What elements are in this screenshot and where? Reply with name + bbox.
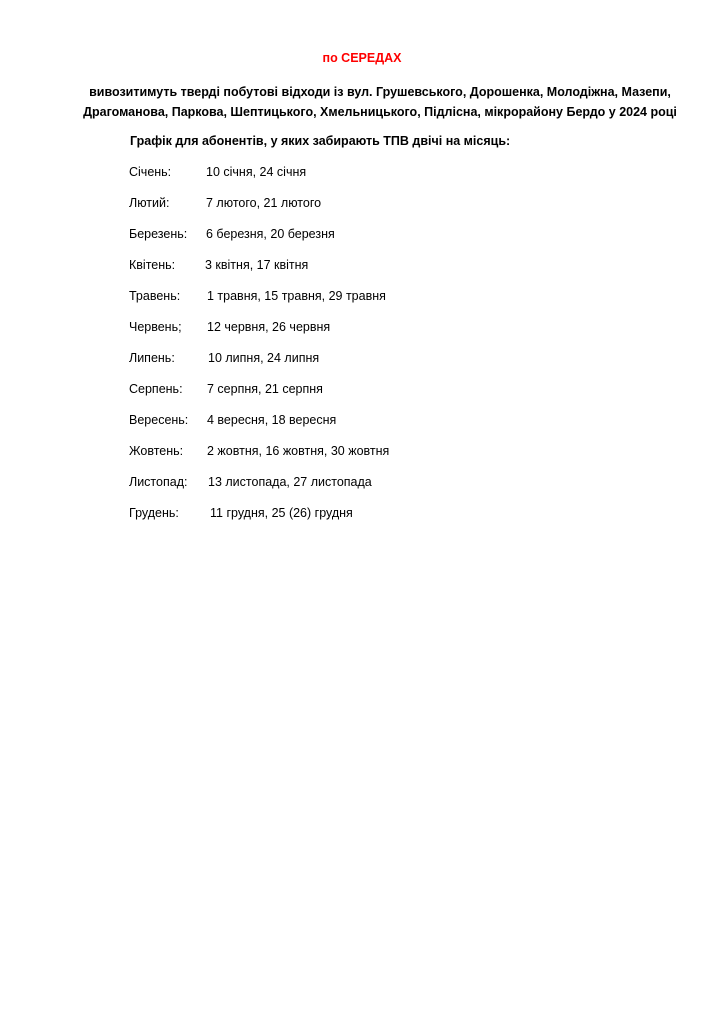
intro-line-1: вивозитимуть тверді побутові відходи із вул. Грушевського, Дорошенка, Молодіжна, Мазепи, xyxy=(89,85,671,99)
schedule-row-october xyxy=(129,443,529,474)
month-label: Грудень: xyxy=(129,506,179,520)
month-dates: 1 травня, 15 травня, 29 травня xyxy=(207,289,386,303)
month-dates: 6 березня, 20 березня xyxy=(206,227,335,241)
schedule-subtitle: Графік для абонентів, у яких забирають ТПВ двічі на місяць: xyxy=(130,134,511,148)
schedule-row-november xyxy=(129,474,529,505)
month-label: Січень: xyxy=(129,165,172,179)
month-dates: 10 липня, 24 липня xyxy=(208,351,320,365)
month-label: Червень; xyxy=(129,320,182,334)
schedule-row-december xyxy=(129,505,529,536)
month-label: Лютий: xyxy=(129,196,170,210)
schedule-row-april xyxy=(129,257,529,288)
month-dates: 10 січня, 24 січня xyxy=(206,165,307,179)
schedule-row-september xyxy=(129,412,529,443)
schedule-list xyxy=(129,164,529,536)
intro-line-2: Драгоманова, Паркова, Шептицького, Хмельницького, Підлісна, мікрорайону Бердо у 2024 році xyxy=(83,105,677,119)
month-dates: 3 квітня, 17 квітня xyxy=(205,258,309,272)
month-dates: 13 листопада, 27 листопада xyxy=(208,475,372,489)
month-label: Березень: xyxy=(129,227,188,241)
month-label: Жовтень: xyxy=(129,444,184,458)
page-title: по СЕРЕДАХ xyxy=(322,51,402,65)
schedule-row-march xyxy=(129,226,529,257)
month-dates: 7 лютого, 21 лютого xyxy=(206,196,322,210)
schedule-row-august xyxy=(129,381,529,412)
month-label: Листопад: xyxy=(129,475,188,489)
month-label: Квітень: xyxy=(129,258,176,272)
month-label: Травень: xyxy=(129,289,181,303)
month-dates: 12 червня, 26 червня xyxy=(207,320,331,334)
schedule-row-july xyxy=(129,350,529,381)
month-dates: 7 серпня, 21 серпня xyxy=(207,382,323,396)
schedule-row-june xyxy=(129,319,529,350)
month-label: Вересень: xyxy=(129,413,189,427)
month-dates: 11 грудня, 25 (26) грудня xyxy=(210,506,353,520)
intro-paragraph xyxy=(80,82,680,122)
month-dates: 2 жовтня, 16 жовтня, 30 жовтня xyxy=(207,444,390,458)
schedule-row-february xyxy=(129,195,529,226)
schedule-row-january xyxy=(129,164,529,195)
month-label: Серпень: xyxy=(129,382,183,396)
schedule-row-may xyxy=(129,288,529,319)
month-dates: 4 вересня, 18 вересня xyxy=(207,413,337,427)
month-label: Липень: xyxy=(129,351,175,365)
